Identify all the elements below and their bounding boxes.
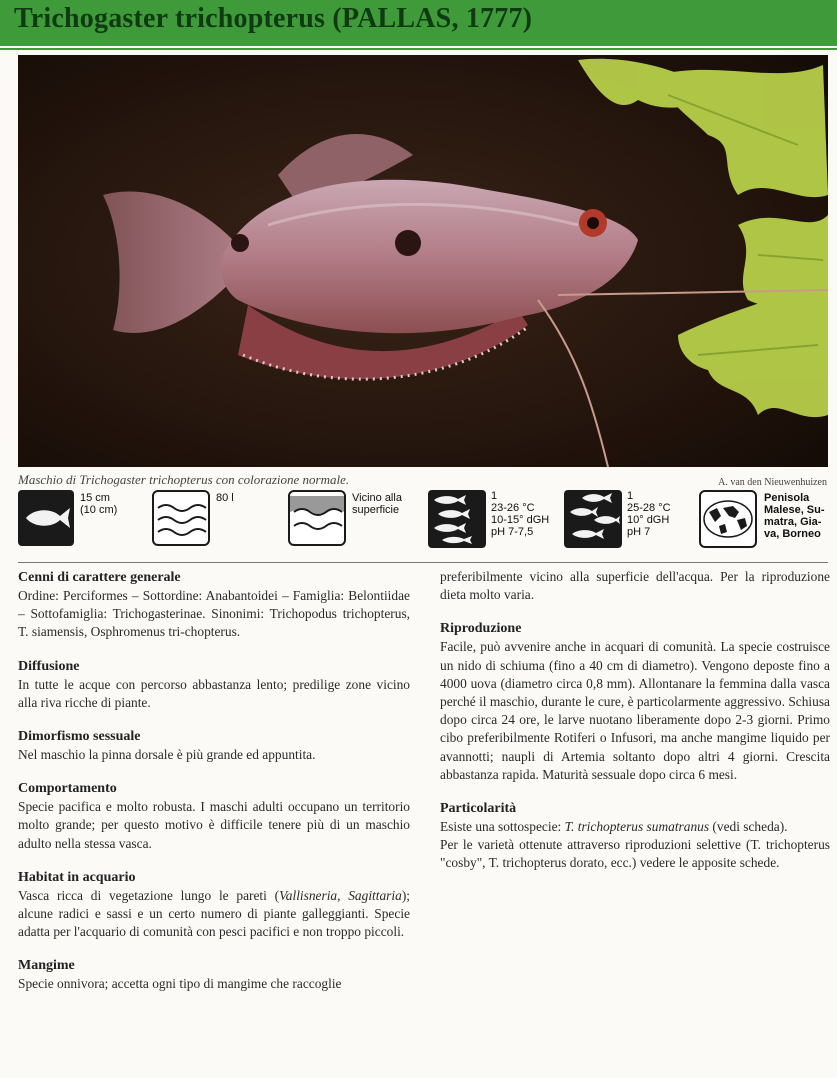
section-heading: Comportamento (18, 781, 117, 797)
title-underline (0, 48, 837, 50)
section-text: Specie onnivora; accetta ogni tipo di mangime che raccoglie (18, 976, 342, 992)
fish-group-icon (428, 490, 486, 548)
temp2-text: 1 25-28 °C 10° dGH pH 7 (627, 490, 671, 538)
section-heading: Cenni di carattere generale (18, 570, 181, 585)
section-heading: Mangime (18, 958, 75, 974)
temp1-text: 1 23-26 °C 10-15° dGH pH 7-7,5 (491, 490, 550, 538)
section-behaviour (18, 779, 410, 853)
swimming-level-icon (288, 490, 346, 546)
section-text: preferibilmente vicino alla superficie dell'acqua. Per la riproduzione dieta molto varia. (440, 569, 830, 603)
section-text: Ordine: Perciformes – Sottordine: Anabantoidei – Famiglia: Belontiidae – Sottofamiglia: Trichogasterinae. Sinonimi: Trichopodus trichopterus, T. siamensis, Osphromenus tri-chopterus. (18, 588, 410, 640)
section-food (18, 956, 410, 993)
page-title: Trichogaster trichopterus (PALLAS, 1777) (14, 3, 533, 34)
section-dimorphism (18, 727, 410, 764)
section-heading: Habitat in acquario (18, 869, 136, 885)
section-text: Per le varietà ottenute attraverso riproduzioni selettive (T. trichopterus "cosby", T. trichopterus dorato, ecc.) vedere le apposite schede. (440, 837, 830, 871)
aquarium-volume-icon (152, 490, 210, 546)
size-text: 15 cm (10 cm) (80, 492, 118, 516)
tank-text: 80 l (216, 492, 234, 504)
section-particulars (440, 799, 830, 873)
section-heading: Riproduzione (440, 621, 522, 637)
left-column (18, 568, 410, 1009)
photo-caption: Maschio di Trichogaster trichopterus con colorazione normale. (18, 472, 350, 487)
breeding-fish-icon (564, 490, 622, 548)
section-text: In tutte le acque con percorso abbastanza lento; predilige zone vicino alla riva ricche di piante. (18, 676, 410, 710)
section-text: Vasca ricca di vegetazione lungo le pareti (Vallisneria, Sagittaria); alcune radici e sassi e un certo numero di piante galleggianti. Specie adatta per l'acquario di comunità con pesci pacifici e non troppo piccoli. (18, 887, 410, 940)
section-text: Facile, può avvenire anche in acquari di comunità. La specie costruisce un nido di schiuma (fino a 40 cm di diametro). Vengono deposte fino a 4000 uova (diametro circa 0,8 mm). Allontanare la femmina dalla vasca perché il maschio, durante le cure, è particolarmente aggressivo. Schiusa dopo circa 24 ore, le larve nuotano liberamente dopo 2-3 giorni. Primo cibo preferibilmente Rotiferi o Infusori, ma anche mangime liquido per avannotti; naupli di Artemia soltanto dopo altri 4 giorni. Crescita abbastanza rapida. Maturità sessuale dopo circa 6 mesi. (440, 639, 830, 782)
section-heading: Particolarità (440, 801, 517, 817)
section-divider (18, 562, 828, 563)
right-column (440, 568, 830, 888)
section-heading: Diffusione (18, 658, 80, 674)
world-map-icon (699, 490, 757, 548)
section-reproduction (440, 619, 830, 784)
fish-photo (18, 55, 828, 467)
level-text: Vicino alla superficie (352, 492, 402, 516)
fish-size-icon (18, 490, 74, 546)
section-text: Nel maschio la pinna dorsale è più grande ed appuntita. (18, 747, 316, 763)
section-text: Specie pacifica e molto robusta. I maschi adulti occupano un territorio molto grande; per questo motivo è difficile tenere più di un maschio adulto nella stessa vasca. (18, 799, 410, 851)
section-distribution (18, 657, 410, 712)
section-food-continued (440, 568, 830, 604)
title-bar (0, 0, 837, 46)
section-text: Esiste una sottospecie: T. trichopterus sumatranus (vedi scheda). (440, 819, 788, 835)
region-text: Penisola Malese, Su- matra, Gia- va, Borneo (764, 492, 825, 540)
section-habitat (18, 868, 410, 942)
section-general (18, 568, 410, 642)
section-heading: Dimorfismo sessuale (18, 729, 141, 745)
fact-icon-row (0, 490, 837, 550)
photo-credit: A. van den Nieuwenhuizen (718, 477, 827, 488)
